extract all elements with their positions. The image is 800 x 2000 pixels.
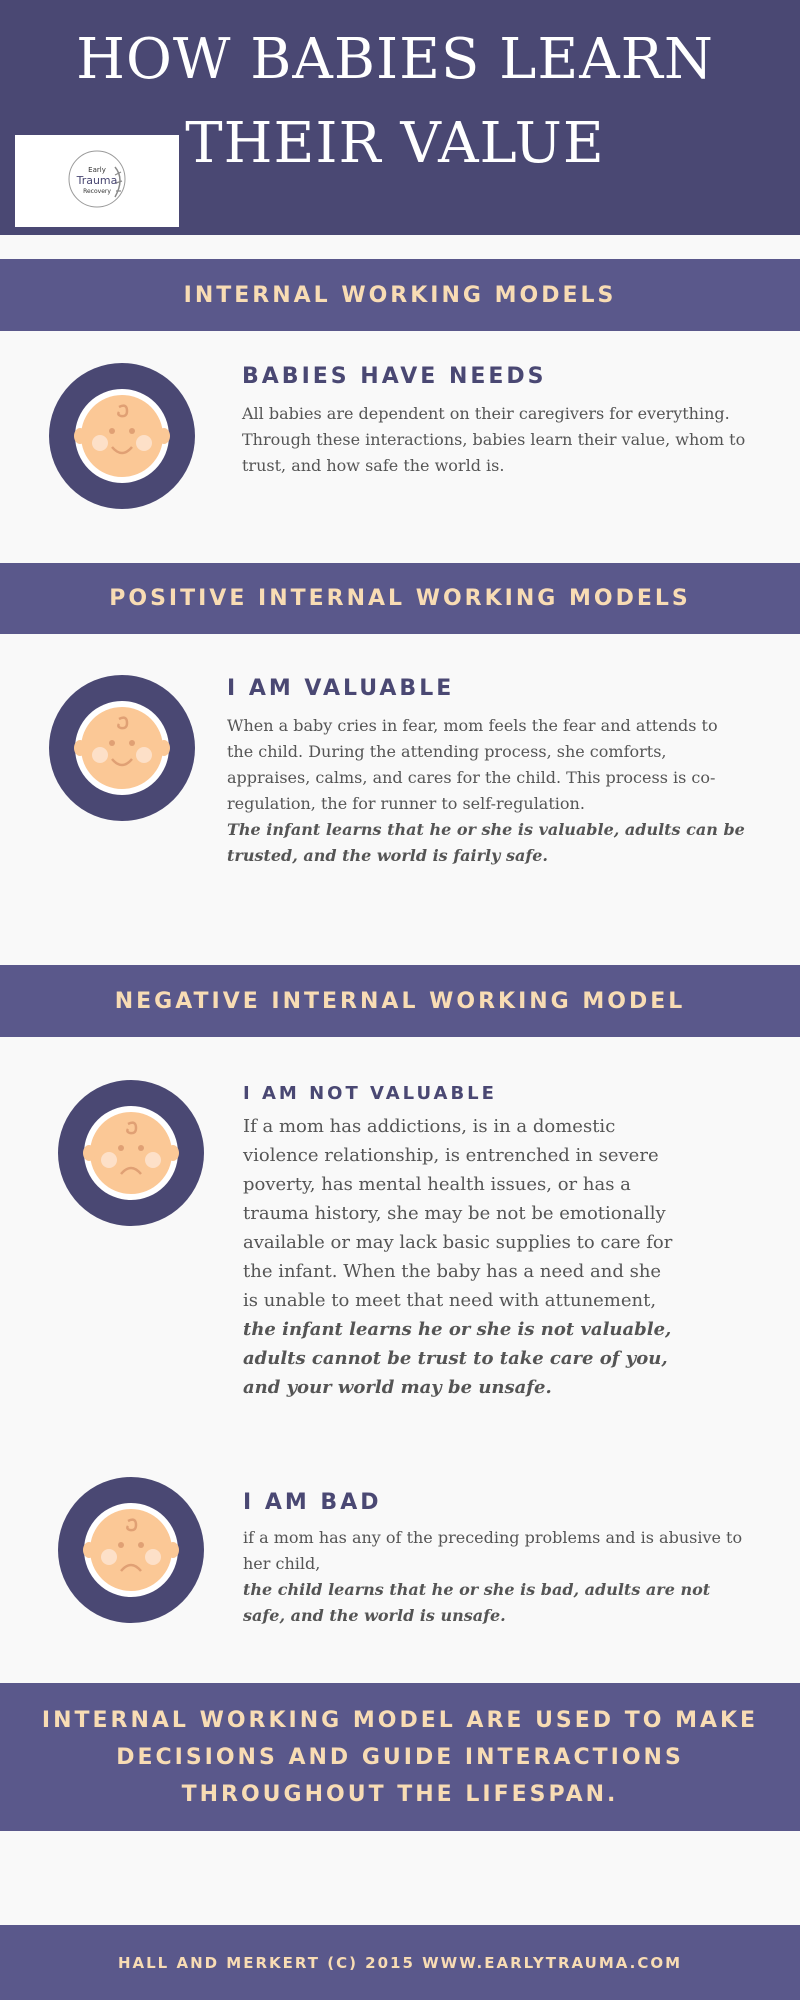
section-band-negative-label: NEGATIVE INTERNAL WORKING MODEL: [114, 988, 686, 1014]
not-valuable-body: [243, 1112, 673, 1402]
section-band-negative: [0, 965, 800, 1037]
happy-baby-icon: [49, 675, 195, 821]
conclusion-band: [0, 1683, 800, 1831]
bad-body: [243, 1525, 743, 1629]
valuable-body: [227, 713, 747, 869]
valuable-body-text: When a baby cries in fear, mom feels the fear and attends to the child. During the attending process, she comforts, appraises, calms, and cares for the child. This process is co-regulation, the for runner to self-regulation.: [227, 716, 718, 813]
sad-baby-icon: [58, 1080, 204, 1226]
bad-emphasis: the child learns that he or she is bad, adults are not safe, and the world is unsafe.: [243, 1580, 711, 1625]
bad-body-text: if a mom has any of the preceding problems and is abusive to her child,: [243, 1528, 743, 1573]
logo: [15, 135, 179, 227]
needs-body: All babies are dependent on their caregivers for everything. Through these interactions, babies learn their value, whom to trust, and how safe the world is.: [242, 404, 746, 475]
footer: [0, 1925, 800, 2000]
conclusion-text: INTERNAL WORKING MODEL ARE USED TO MAKE DECISIONS AND GUIDE INTERACTIONS THROUGHOUT THE LIFESPAN.: [41, 1707, 759, 1807]
logo-text-recovery: Recovery: [83, 188, 111, 195]
valuable-content: [227, 676, 747, 869]
logo-text-early: Early: [88, 166, 106, 174]
bad-heading: I AM BAD: [243, 1490, 382, 1515]
section-band-internal-label: INTERNAL WORKING MODELS: [183, 282, 617, 308]
footer-credit: HALL AND MERKERT (C) 2015 WWW.EARLYTRAUMA.COM: [117, 1953, 683, 1972]
not-valuable-emphasis: the infant learns he or she is not valuable, adults cannot be trust to take care of you, and your world may be unsafe.: [243, 1319, 672, 1398]
section-band-positive: [0, 563, 800, 634]
sad-baby-icon: [58, 1477, 204, 1623]
not-valuable-body-text: If a mom has addictions, is in a domestic violence relationship, is entrenched in severe poverty, has mental health issues, or has a trauma history, she may be not be emotionally available or may lack basic supplies to care for the infant. When the baby has a need and she is unable to meet that need with attunement,: [243, 1116, 673, 1311]
section-band-positive-label: POSITIVE INTERNAL WORKING MODELS: [109, 586, 691, 611]
happy-baby-icon: [49, 363, 195, 509]
valuable-emphasis: The infant learns that he or she is valuable, adults can be trusted, and the world is fairly safe.: [227, 820, 745, 865]
not-valuable-heading: I AM NOT VALUABLE: [243, 1083, 497, 1104]
valuable-heading: I AM VALUABLE: [227, 676, 455, 701]
page-title-line2: THEIR VALUE: [185, 111, 605, 176]
page-title-line1: HOW BABIES LEARN: [76, 27, 714, 92]
not-valuable-content: [243, 1083, 673, 1402]
bad-content: [243, 1490, 743, 1629]
section-band-internal: [0, 259, 800, 331]
needs-heading: BABIES HAVE NEEDS: [242, 364, 547, 389]
logo-emblem-icon: [15, 135, 179, 227]
needs-content: [242, 364, 752, 479]
logo-text-trauma: Trauma: [76, 174, 118, 187]
